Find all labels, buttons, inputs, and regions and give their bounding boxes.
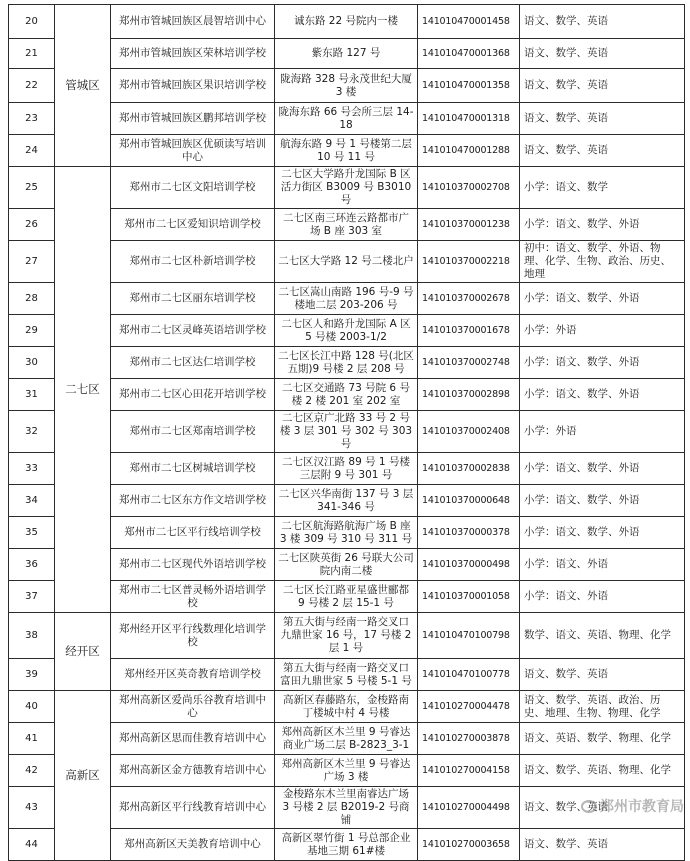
row-number: 33	[9, 453, 55, 485]
institution-name: 郑州市二七区朴新培训学校	[111, 241, 275, 283]
institution-name: 郑州市管城回族区荣林培训学校	[111, 39, 275, 69]
institution-address: 二七区大学路 12 号二楼北户	[275, 241, 418, 283]
subjects: 小学：外语	[520, 315, 685, 347]
institution-address: 二七区兴华南街 137 号 3 层 341-346 号	[275, 485, 418, 517]
institution-address: 郑州高新区木兰里 9 号睿达商业广场二层 B-2823_3-1	[275, 723, 418, 755]
table-row	[9, 283, 685, 315]
row-number: 30	[9, 347, 55, 379]
license-number: 141010370002838	[418, 453, 520, 485]
license-number: 141010370001678	[418, 315, 520, 347]
watermark	[581, 796, 684, 816]
license-number: 141010270003658	[418, 829, 520, 861]
subjects: 语文、数学、英语	[520, 69, 685, 103]
row-number: 37	[9, 581, 55, 613]
license-number: 141010370001238	[418, 209, 520, 241]
license-number: 141010270004478	[418, 691, 520, 723]
table-row	[9, 167, 685, 209]
institution-name: 郑州市二七区树城培训学校	[111, 453, 275, 485]
institution-address: 郑州高新区木兰里 9 号睿达广场 3 楼	[275, 755, 418, 787]
institution-name: 郑州高新区爱尚乐谷教育培训中心	[111, 691, 275, 723]
subjects: 语文、数学、英语	[520, 135, 685, 167]
subjects: 小学：语文、数学、外语	[520, 485, 685, 517]
license-number: 141010470100778	[418, 659, 520, 691]
institution-address: 金梭路东木兰里南睿达广场 3 号楼 2 层 B2019-2 号商铺	[275, 787, 418, 829]
license-number: 141010370000648	[418, 485, 520, 517]
institution-address: 陇海东路 66 号会所三层 14-18	[275, 103, 418, 135]
license-number: 141010370002678	[418, 283, 520, 315]
table-row	[9, 659, 685, 691]
institution-name: 郑州市二七区东方作文培训学校	[111, 485, 275, 517]
institution-address: 紫东路 127 号	[275, 39, 418, 69]
subjects: 小学：语文、数学、外语	[520, 283, 685, 315]
row-number: 38	[9, 613, 55, 659]
table-row	[9, 549, 685, 581]
row-number: 42	[9, 755, 55, 787]
row-number: 31	[9, 379, 55, 411]
institution-address: 二七区南三环连云路都市广场 B 座 303 室	[275, 209, 418, 241]
row-number: 36	[9, 549, 55, 581]
row-number: 20	[9, 5, 55, 39]
license-number: 141010370002408	[418, 411, 520, 453]
row-number: 41	[9, 723, 55, 755]
subjects: 语文、数学、英语	[520, 829, 685, 861]
institution-name: 郑州经开区英奇教育培训学校	[111, 659, 275, 691]
institution-address: 第五大街与经南一路交叉口富田九鼎世家 5 号楼 5-1 号	[275, 659, 418, 691]
subjects: 语文、数学、英语	[520, 5, 685, 39]
row-number: 32	[9, 411, 55, 453]
district-cell: 高新区	[55, 691, 111, 861]
row-number: 22	[9, 69, 55, 103]
row-number: 40	[9, 691, 55, 723]
row-number: 44	[9, 829, 55, 861]
license-number: 141010270004498	[418, 787, 520, 829]
institution-name: 郑州市二七区普灵畅外语培训学校	[111, 581, 275, 613]
institution-name: 郑州市二七区丽东培训学校	[111, 283, 275, 315]
institution-address: 二七区长江中路 128 号(北区五期)9 号楼 2 层 208 号	[275, 347, 418, 379]
license-number: 141010270004158	[418, 755, 520, 787]
table-row	[9, 103, 685, 135]
license-number: 141010470001288	[418, 135, 520, 167]
table-row	[9, 347, 685, 379]
weibo-icon	[581, 800, 597, 813]
subjects: 小学：语文、数学、外语	[520, 453, 685, 485]
table-row	[9, 691, 685, 723]
row-number: 28	[9, 283, 55, 315]
row-number: 35	[9, 517, 55, 549]
institutions-table	[8, 4, 685, 861]
subjects: 语文、英语、数学、物理、化学	[520, 723, 685, 755]
table-row	[9, 723, 685, 755]
subjects: 小学：外语	[520, 411, 685, 453]
institution-name: 郑州高新区平行线教育培训中心	[111, 787, 275, 829]
table-row	[9, 453, 685, 485]
institution-address: 二七区陕英街 26 号联大公司院内南二楼	[275, 549, 418, 581]
table-row	[9, 581, 685, 613]
institution-name: 郑州市二七区文阳培训学校	[111, 167, 275, 209]
institution-name: 郑州市管城回族区果识培训学校	[111, 69, 275, 103]
subjects: 小学：语文、数学、外语	[520, 379, 685, 411]
institution-address: 诚东路 22 号院内一楼	[275, 5, 418, 39]
subjects: 数学、语文、英语、物理、化学	[520, 613, 685, 659]
institution-address: 高新区春藤路东，金梭路南丁楼城中村 4 号楼	[275, 691, 418, 723]
license-number: 141010370002218	[418, 241, 520, 283]
institution-name: 郑州市二七区现代外语培训学校	[111, 549, 275, 581]
subjects: 小学：语文、数学、外语	[520, 209, 685, 241]
license-number: 141010470100798	[418, 613, 520, 659]
license-number: 141010270003878	[418, 723, 520, 755]
subjects: 初中：语文、数学、外语、物理、化学、生物、政治、历史、地理	[520, 241, 685, 283]
license-number: 141010370001058	[418, 581, 520, 613]
license-number: 141010370002748	[418, 347, 520, 379]
row-number: 21	[9, 39, 55, 69]
table-row	[9, 5, 685, 39]
license-number: 141010370000378	[418, 517, 520, 549]
subjects: 语文、数学、英语	[520, 103, 685, 135]
institution-address: 第五大街与经南一路交叉口九鼎世家 16 号，17 号楼 2 层 1 号	[275, 613, 418, 659]
subjects: 语文、数学、英语	[520, 659, 685, 691]
table-row	[9, 315, 685, 347]
institution-address: 二七区京广北路 33 号 2 号楼 3 层 301 号 302 号 303 号	[275, 411, 418, 453]
institution-address: 陇海路 328 号永茂世纪大厦 3 楼	[275, 69, 418, 103]
institution-address: 高新区翠竹街 1 号总部企业基地三期 61#楼	[275, 829, 418, 861]
subjects: 小学：语文、外语	[520, 581, 685, 613]
table-row	[9, 209, 685, 241]
institution-name: 郑州市管城回族区优硕读写培训中心	[111, 135, 275, 167]
table-row	[9, 241, 685, 283]
row-number: 27	[9, 241, 55, 283]
subjects: 语文、数学、英语	[520, 787, 685, 829]
institution-name: 郑州市二七区达仁培训学校	[111, 347, 275, 379]
institution-name: 郑州市管城回族区晨智培训中心	[111, 5, 275, 39]
license-number: 141010470001458	[418, 5, 520, 39]
table-row	[9, 829, 685, 861]
subjects: 小学：语文、数学、外语	[520, 347, 685, 379]
district-cell: 二七区	[55, 167, 111, 613]
institution-name: 郑州市管城回族区鹏邦培训学校	[111, 103, 275, 135]
institution-address: 二七区嵩山南路 196 号-9 号楼地二层 203-206 号	[275, 283, 418, 315]
table-row	[9, 39, 685, 69]
institution-name: 郑州高新区思而佳教育培训中心	[111, 723, 275, 755]
district-cell: 经开区	[55, 613, 111, 691]
table-row	[9, 517, 685, 549]
license-number: 141010470001368	[418, 39, 520, 69]
institution-name: 郑州市二七区心田花开培训学校	[111, 379, 275, 411]
table-row	[9, 755, 685, 787]
row-number: 24	[9, 135, 55, 167]
license-number: 141010370002898	[418, 379, 520, 411]
subjects: 语文、数学、英语	[520, 39, 685, 69]
institution-name: 郑州市二七区平行线培训学校	[111, 517, 275, 549]
row-number: 25	[9, 167, 55, 209]
row-number: 29	[9, 315, 55, 347]
subjects: 语文、数学、英语、政治、历史、地理、生物、物理、化学	[520, 691, 685, 723]
institution-address: 二七区交通路 73 号院 6 号楼 2 楼 201 室 202 室	[275, 379, 418, 411]
row-number: 43	[9, 787, 55, 829]
subjects: 小学：语文、外语	[520, 549, 685, 581]
license-number: 141010370002708	[418, 167, 520, 209]
institution-address: 二七区人和路升龙国际 A 区 5 号楼 2003-1/2	[275, 315, 418, 347]
row-number: 26	[9, 209, 55, 241]
institution-name: 郑州高新区金方德教育培训中心	[111, 755, 275, 787]
table-row	[9, 379, 685, 411]
table-row	[9, 613, 685, 659]
institution-address: 二七区长江路亚星盛世郦都 9 号楼 2 层 15-1 号	[275, 581, 418, 613]
subjects: 语文、数学、英语、物理、化学	[520, 755, 685, 787]
table-row	[9, 485, 685, 517]
institution-address: 二七区大学路升龙国际 B 区活力街区 B3009 号 B3010 号	[275, 167, 418, 209]
institution-name: 郑州市二七区灵峰英语培训学校	[111, 315, 275, 347]
institution-address: 二七区航海路航海广场 B 座 3 楼 309 号 310 号 311 号	[275, 517, 418, 549]
institution-name: 郑州经开区平行线数理化培训学校	[111, 613, 275, 659]
row-number: 34	[9, 485, 55, 517]
license-number: 141010470001318	[418, 103, 520, 135]
table-row	[9, 411, 685, 453]
district-cell: 管城区	[55, 5, 111, 167]
institution-name: 郑州高新区天美教育培训中心	[111, 829, 275, 861]
license-number: 141010470001358	[418, 69, 520, 103]
institution-name: 郑州市二七区爱知识培训学校	[111, 209, 275, 241]
row-number: 39	[9, 659, 55, 691]
table-row	[9, 135, 685, 167]
subjects: 小学：语文、数学	[520, 167, 685, 209]
subjects: 小学：语文、数学、外语	[520, 517, 685, 549]
institution-name: 郑州市二七区郑南培训学校	[111, 411, 275, 453]
row-number: 23	[9, 103, 55, 135]
institution-address: 二七区汉江路 89 号 1 号楼三层附 9 号 301 号	[275, 453, 418, 485]
watermark-text: 郑州市教育局	[600, 799, 684, 815]
license-number: 141010370000498	[418, 549, 520, 581]
institution-address: 航海东路 9 号 1 号楼第二层 10 号 11 号	[275, 135, 418, 167]
table-row	[9, 69, 685, 103]
